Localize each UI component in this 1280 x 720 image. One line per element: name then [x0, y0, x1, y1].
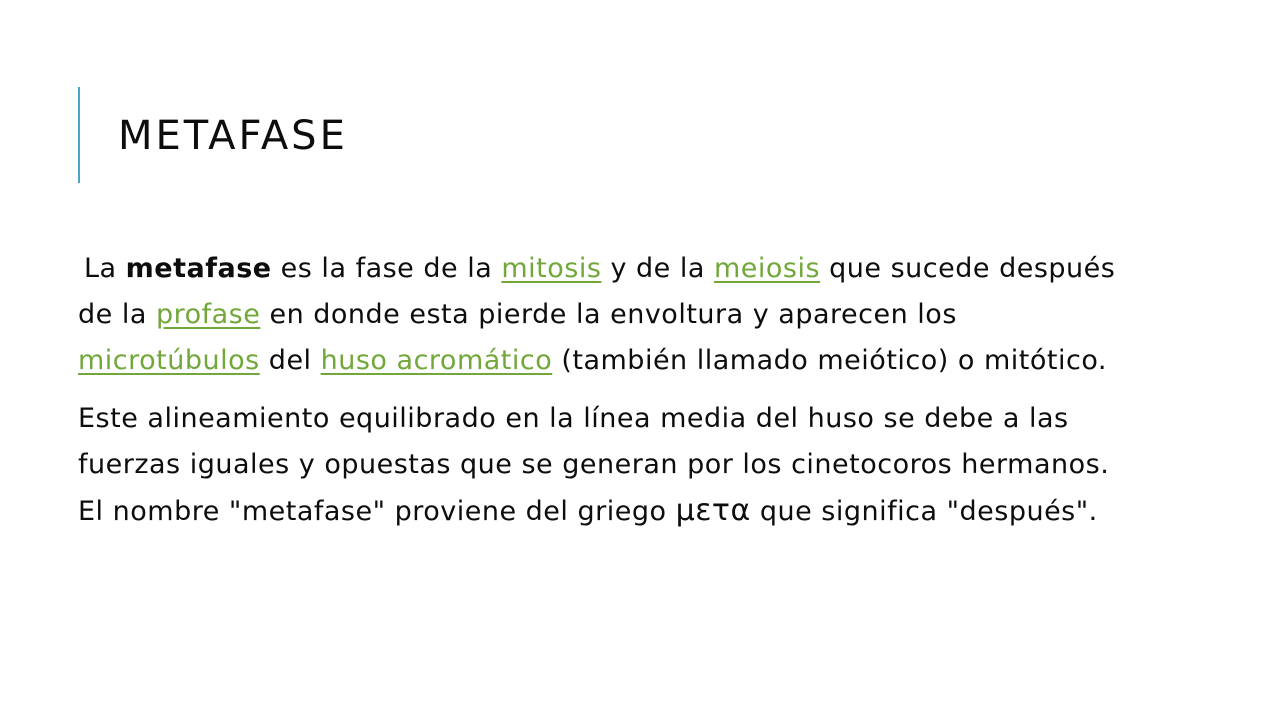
bold-term-metafase: metafase [125, 253, 272, 284]
paragraph-alignment [78, 396, 1138, 535]
paragraph-definition [78, 246, 1138, 384]
link-meiosis[interactable]: meiosis [714, 253, 821, 284]
greek-word: μετα [675, 493, 751, 528]
text-segment: del [259, 345, 321, 376]
text-segment: es la fase de la [271, 253, 502, 284]
text-segment: La [84, 253, 126, 284]
title-accent-bar [78, 87, 80, 183]
text-segment: que sucede después de la [78, 253, 1116, 330]
text-segment: que significa "después". [750, 496, 1098, 527]
text-segment: y de la [601, 253, 714, 284]
link-microtubulos[interactable]: microtúbulos [78, 345, 260, 376]
text-segment: Este alineamiento equilibrado en la línea media del huso se debe a las fuerzas iguales y opuestas que se generan por los cinetocoros hermanos. El nombre "metafase" proviene del griego [78, 403, 1110, 527]
text-segment: en donde esta pierde la envoltura y aparecen los [260, 299, 957, 330]
link-mitosis[interactable]: mitosis [501, 253, 602, 284]
slide-body [78, 246, 1138, 547]
slide-title: METAFASE [118, 113, 348, 159]
text-segment: (también llamado meiótico) o mitótico. [552, 345, 1107, 376]
link-profase[interactable]: profase [155, 299, 261, 330]
link-huso-acromatico[interactable]: huso acromático [320, 345, 553, 376]
